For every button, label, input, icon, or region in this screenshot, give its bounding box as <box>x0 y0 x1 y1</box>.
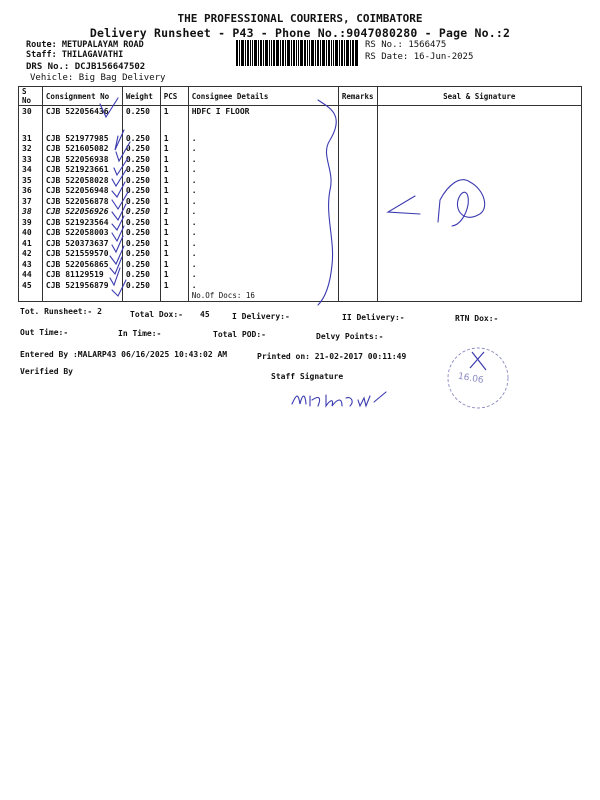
table-row <box>19 217 582 228</box>
cell-weight: 0.250 <box>122 165 160 176</box>
cell-consignment: CJB 81129519 <box>42 270 122 281</box>
cell-consignee: . <box>188 175 338 186</box>
cell-remarks <box>338 238 377 249</box>
cell-weight: 0.250 <box>122 144 160 155</box>
cell-consignee: . <box>188 280 338 291</box>
cell-remarks <box>338 154 377 165</box>
cell-sno: 44 <box>19 270 43 281</box>
cell-consignee: . <box>188 259 338 270</box>
cell-consignment: CJB 522056865 <box>42 259 122 270</box>
table-row <box>19 186 582 197</box>
rtn-dox: RTN Dox:- <box>455 314 499 323</box>
table-row <box>19 106 582 134</box>
col-consignee: Consignee Details <box>188 87 338 106</box>
cell-consignee: . <box>188 186 338 197</box>
ii-delivery: II Delivery:- <box>342 313 405 322</box>
cell-consignment: CJB 522058028 <box>42 175 122 186</box>
cell-consignment: CJB 521977985 <box>42 133 122 144</box>
cell-seal <box>377 196 582 207</box>
cell-consignee: . <box>188 133 338 144</box>
printed-on: Printed on: 21-02-2017 00:11:49 <box>257 352 407 361</box>
cell-consignee: . <box>188 144 338 155</box>
stamp-circle <box>448 348 508 408</box>
cell-consignment: CJB 522056938 <box>42 154 122 165</box>
company-name: THE PROFESSIONAL COURIERS, COIMBATORE <box>177 12 423 25</box>
cell-seal <box>377 259 582 270</box>
cell-weight: 0.250 <box>122 280 160 291</box>
cell-weight: 0.250 <box>122 238 160 249</box>
rs-date: RS Date: 16-Jun-2025 <box>365 52 474 62</box>
cell-pcs: 1 <box>160 217 188 228</box>
cell-sno: 45 <box>19 280 43 291</box>
cell-weight: 0.250 <box>122 154 160 165</box>
cell-pcs: 1 <box>160 270 188 281</box>
col-seal: Seal & Signature <box>377 87 582 106</box>
cell-consignment: CJB 522056948 <box>42 186 122 197</box>
cell-weight: 0.250 <box>122 259 160 270</box>
cell-pcs: 1 <box>160 207 188 218</box>
col-pcs: PCS <box>160 87 188 106</box>
route-label: Route: METUPALAYAM ROAD <box>26 40 144 50</box>
table-row <box>19 280 582 291</box>
out-time: Out Time:- <box>20 328 69 337</box>
cell-remarks <box>338 196 377 207</box>
in-time: In Time:- <box>118 329 162 338</box>
cell-consignee: . <box>188 207 338 218</box>
no-of-docs: No.Of Docs: 16 <box>188 291 338 302</box>
cell-consignment: CJB 522058003 <box>42 228 122 239</box>
cell-weight: 0.250 <box>122 106 160 134</box>
cell-seal <box>377 228 582 239</box>
cell-remarks <box>338 144 377 155</box>
cell-seal <box>377 207 582 218</box>
cell-consignment: CJB 521923661 <box>42 165 122 176</box>
cell-consignment: CJB 521559570 <box>42 249 122 260</box>
table-header-row <box>19 87 582 106</box>
drs-number: DRS No.: DCJB156647502 <box>26 62 146 72</box>
cell-sno: 32 <box>19 144 43 155</box>
staff-signature-label: Staff Signature <box>271 372 344 381</box>
cell-consignment: CJB 521956879 <box>42 280 122 291</box>
cell-consignee: . <box>188 228 338 239</box>
cell-sno: 31 <box>19 133 43 144</box>
table-row <box>19 259 582 270</box>
cell-pcs: 1 <box>160 280 188 291</box>
cell-sno: 38 <box>19 207 43 218</box>
cell-remarks <box>338 259 377 270</box>
cell-seal <box>377 217 582 228</box>
cell-consignment: CJB 521605082 <box>42 144 122 155</box>
table-row <box>19 207 582 218</box>
cell-sno: 43 <box>19 259 43 270</box>
cell-consignment: CJB 522056436 <box>42 106 122 134</box>
cell-sno: 39 <box>19 217 43 228</box>
cell-seal <box>377 165 582 176</box>
cell-remarks <box>338 186 377 197</box>
cell-pcs: 1 <box>160 238 188 249</box>
cell-pcs: 1 <box>160 228 188 239</box>
cell-consignee: . <box>188 165 338 176</box>
cell-sno: 33 <box>19 154 43 165</box>
total-dox-value: 45 <box>200 310 210 319</box>
stamp-text: 16.06 <box>457 371 485 386</box>
cell-pcs: 1 <box>160 144 188 155</box>
cell-sno: 34 <box>19 165 43 176</box>
cell-consignment: CJB 522056878 <box>42 196 122 207</box>
cell-pcs: 1 <box>160 259 188 270</box>
table-row <box>19 133 582 144</box>
cell-consignee: . <box>188 196 338 207</box>
cell-consignee: HDFC I FLOOR <box>188 106 338 134</box>
staff-signature-ink <box>292 392 386 406</box>
staff-label: Staff: THILAGAVATHI <box>26 50 124 60</box>
cell-weight: 0.250 <box>122 133 160 144</box>
cell-remarks <box>338 249 377 260</box>
cell-pcs: 1 <box>160 106 188 134</box>
table-row <box>19 165 582 176</box>
cell-pcs: 1 <box>160 165 188 176</box>
cell-sno: 37 <box>19 196 43 207</box>
table-row <box>19 270 582 281</box>
col-remarks: Remarks <box>338 87 377 106</box>
cell-seal <box>377 270 582 281</box>
cell-sno: 35 <box>19 175 43 186</box>
runsheet-table <box>18 86 582 302</box>
cell-seal <box>377 238 582 249</box>
cell-seal <box>377 249 582 260</box>
entered-by: Entered By :MALARP43 06/16/2025 10:43:02 AM <box>20 350 228 359</box>
cell-seal <box>377 280 582 291</box>
table-footer-row <box>19 291 582 302</box>
cell-weight: 0.250 <box>122 196 160 207</box>
cell-pcs: 1 <box>160 154 188 165</box>
cell-weight: 0.250 <box>122 175 160 186</box>
cell-weight: 0.250 <box>122 186 160 197</box>
table-row <box>19 238 582 249</box>
cell-remarks <box>338 207 377 218</box>
cell-consignment: CJB 521923564 <box>42 217 122 228</box>
cell-pcs: 1 <box>160 186 188 197</box>
table-row <box>19 249 582 260</box>
table-row <box>19 154 582 165</box>
cell-sno: 42 <box>19 249 43 260</box>
cell-consignment: CJB 520373637 <box>42 238 122 249</box>
cell-consignee: . <box>188 270 338 281</box>
cell-consignee: . <box>188 154 338 165</box>
cell-remarks <box>338 133 377 144</box>
cell-remarks <box>338 228 377 239</box>
cell-seal <box>377 186 582 197</box>
table-row <box>19 228 582 239</box>
cell-remarks <box>338 280 377 291</box>
tot-runsheet: Tot. Runsheet:- 2 <box>20 307 102 316</box>
col-weight: Weight <box>122 87 160 106</box>
cell-pcs: 1 <box>160 249 188 260</box>
barcode-image <box>236 40 358 66</box>
cell-consignment: CJB 522056926 <box>42 207 122 218</box>
cell-seal <box>377 133 582 144</box>
cell-seal <box>377 106 582 134</box>
cell-remarks <box>338 175 377 186</box>
cell-remarks <box>338 217 377 228</box>
table-row <box>19 196 582 207</box>
total-dox-label: Total Dox:- <box>130 310 183 319</box>
cell-sno: 41 <box>19 238 43 249</box>
cell-pcs: 1 <box>160 133 188 144</box>
cell-pcs: 1 <box>160 175 188 186</box>
col-consignment: Consignment No <box>42 87 122 106</box>
cell-weight: 0.250 <box>122 249 160 260</box>
table-row <box>19 144 582 155</box>
cell-weight: 0.250 <box>122 207 160 218</box>
cell-weight: 0.250 <box>122 270 160 281</box>
delvy-points: Delvy Points:- <box>316 332 384 341</box>
cell-seal <box>377 154 582 165</box>
cell-remarks <box>338 106 377 134</box>
table-row <box>19 175 582 186</box>
cell-seal <box>377 144 582 155</box>
cell-consignee: . <box>188 249 338 260</box>
cell-sno: 40 <box>19 228 43 239</box>
verified-by: Verified By <box>20 367 73 376</box>
col-sno: S No <box>19 87 43 106</box>
runsheet-title: Delivery Runsheet - P43 - Phone No.:9047080280 - Page No.:2 <box>89 26 511 40</box>
vehicle-label: Vehicle: Big Bag Delivery <box>30 73 166 83</box>
cell-consignee: . <box>188 238 338 249</box>
cell-sno: 36 <box>19 186 43 197</box>
cell-seal <box>377 175 582 186</box>
cell-pcs: 1 <box>160 196 188 207</box>
i-delivery: I Delivery:- <box>232 312 290 321</box>
rs-number: RS No.: 1566475 <box>365 40 447 50</box>
cell-remarks <box>338 165 377 176</box>
cell-remarks <box>338 270 377 281</box>
cell-weight: 0.250 <box>122 217 160 228</box>
cell-sno: 30 <box>19 106 43 134</box>
cell-weight: 0.250 <box>122 228 160 239</box>
total-pod: Total POD:- <box>213 330 266 339</box>
cell-consignee: . <box>188 217 338 228</box>
